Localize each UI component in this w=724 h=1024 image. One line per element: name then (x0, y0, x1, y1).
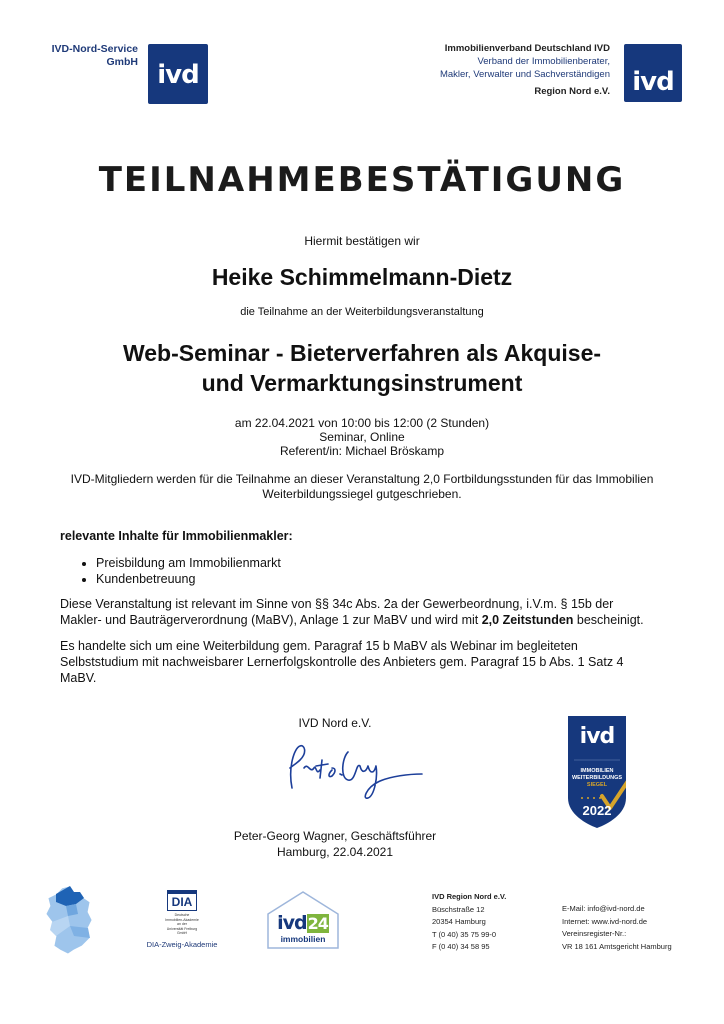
event-speaker: Referent/in: Michael Bröskamp (279, 444, 445, 458)
register-value: VR 18 161 Amtsgericht Hamburg (562, 941, 672, 951)
relevance-hours: 2,0 Zeitstunden (481, 613, 574, 627)
credit-text-line2: Weiterbildungssiegel gutgeschrieben. (262, 487, 462, 501)
dia-small-3: an der (177, 922, 187, 926)
address-city: 20354 Hamburg (432, 917, 486, 926)
webinar-line3: MaBV. (60, 671, 97, 685)
event-title-line1: Web-Seminar - Bieterverfahren als Akquise- (122, 340, 602, 366)
event-details (0, 416, 724, 458)
content-heading: relevante Inhalte für Immobilienmakler: (60, 529, 293, 543)
event-format: Seminar, Online (319, 430, 405, 444)
relevance-line2-post: bescheinigt. (573, 613, 644, 627)
participant-name: Heike Schimmelmann-Dietz (211, 264, 513, 290)
seal-line3: SIEGEL (586, 782, 608, 788)
credit-text-line1: IVD-Mitgliedern werden für die Teilnahme an dieser Veranstaltung 2,0 Fortbildungsstunden für das Immobilien (70, 472, 654, 486)
ivd-logo-right-text: ivd (632, 67, 674, 97)
dia-small-text (152, 913, 212, 936)
event-date: am 22.04.2021 von 10:00 bis 12:00 (2 Stunden) (234, 416, 490, 430)
webinar-text (60, 638, 670, 686)
dia-small-4: Universität Freiburg (166, 926, 198, 931)
seal-line2: WEITERBILDUNGS (571, 775, 623, 781)
ivd24-logo (266, 890, 340, 950)
dia-logo (152, 890, 212, 936)
signature-image (270, 738, 430, 808)
seal-logo-text: ivd (579, 724, 615, 749)
relevance-line1: Diese Veranstaltung ist relevant im Sinne von §§ 34c Abs. 2a der Gewerbeordnung, i.V.m. § 15b der (60, 597, 614, 611)
dia-logo-text: DIA (167, 890, 198, 911)
footer-address (432, 891, 506, 954)
dia-small-1: Deutsche (174, 913, 190, 917)
participation-text: die Teilnahme an der Weiterbildungsveranstaltung (240, 306, 484, 318)
register-label: Vereinsregister-Nr.: (562, 929, 627, 938)
ivd24-text-a: ivd (277, 912, 307, 934)
event-title (0, 338, 724, 398)
certificate-title: TEILNAHMEBESTÄTIGUNG (98, 160, 626, 200)
relevance-text (60, 596, 670, 628)
seal-text (568, 768, 626, 789)
signature-org: IVD Nord e.V. (298, 716, 372, 730)
signer-name: Peter-Georg Wagner, Geschäftsführer (233, 829, 437, 843)
dia-small-2: Immobilien-Akademie (165, 917, 199, 922)
ivd-weiterbildungssiegel-seal (568, 716, 626, 828)
content-list (74, 555, 281, 587)
address-street: Büschstraße 12 (432, 904, 485, 914)
credit-text (0, 472, 724, 502)
right-org-name (380, 42, 610, 98)
right-org-line4: Region Nord e.V. (534, 86, 610, 97)
content-item-2: • Kundenbetreuung (96, 571, 281, 587)
address-fax: F (0 40) 34 58 95 (432, 942, 490, 951)
intro-text: Hiermit bestätigen wir (304, 234, 420, 248)
right-org-line2: Verband der Immobilienberater, (477, 56, 610, 67)
event-title-line2: und Vermarktungsinstrument (201, 370, 523, 396)
footer-contact (562, 903, 672, 953)
webinar-line2: Selbststudium mit nachweisbarer Lernerfolgskontrolle des Anbieters gem. Paragraf 15 b Abs. 1 Satz 4 (60, 655, 624, 669)
right-org-line3: Makler, Verwalter und Sachverständigen (439, 69, 610, 80)
left-org-name (38, 43, 138, 69)
signature-place-date: Hamburg, 22.04.2021 (276, 845, 394, 859)
left-org-line2: GmbH (106, 56, 138, 68)
seal-year: 2022 (582, 803, 612, 818)
ivd-logo-left (148, 44, 208, 104)
seal-line1: IMMOBILIEN (580, 768, 614, 774)
left-org-line1: IVD-Nord-Service (51, 43, 138, 55)
ivd-logo-right (624, 44, 682, 102)
ivd24-text-b: 24 (307, 914, 328, 933)
contact-email[interactable]: E-Mail: info@ivd-nord.de (562, 904, 645, 913)
webinar-line1: Es handelte sich um eine Weiterbildung gem. Paragraf 15 b MaBV als Webinar im begleiteten (60, 639, 578, 653)
signature-block (200, 828, 470, 860)
content-item-1: • Preisbildung am Immobilienmarkt (96, 555, 281, 571)
address-phone: T (0 40) 35 75 99-0 (432, 929, 497, 939)
ivd24-text (266, 912, 340, 934)
relevance-line2 (60, 612, 670, 628)
ivd24-sub: immobilien (280, 934, 326, 944)
address-title: IVD Region Nord e.V. (432, 892, 507, 901)
germany-map-icon (44, 886, 96, 954)
dia-label: DIA-Zweig-Akademie (146, 940, 218, 949)
relevance-line2-pre: Makler- und Bauträgerverordnung (MaBV), Anlage 1 zur MaBV und wird mit (60, 613, 482, 627)
ivd-logo-left-text: ivd (157, 60, 199, 90)
dia-small-5: GmbH (176, 931, 188, 935)
contact-internet[interactable]: Internet: www.ivd-nord.de (562, 916, 648, 926)
right-org-line1: Immobilienverband Deutschland IVD (444, 43, 610, 54)
